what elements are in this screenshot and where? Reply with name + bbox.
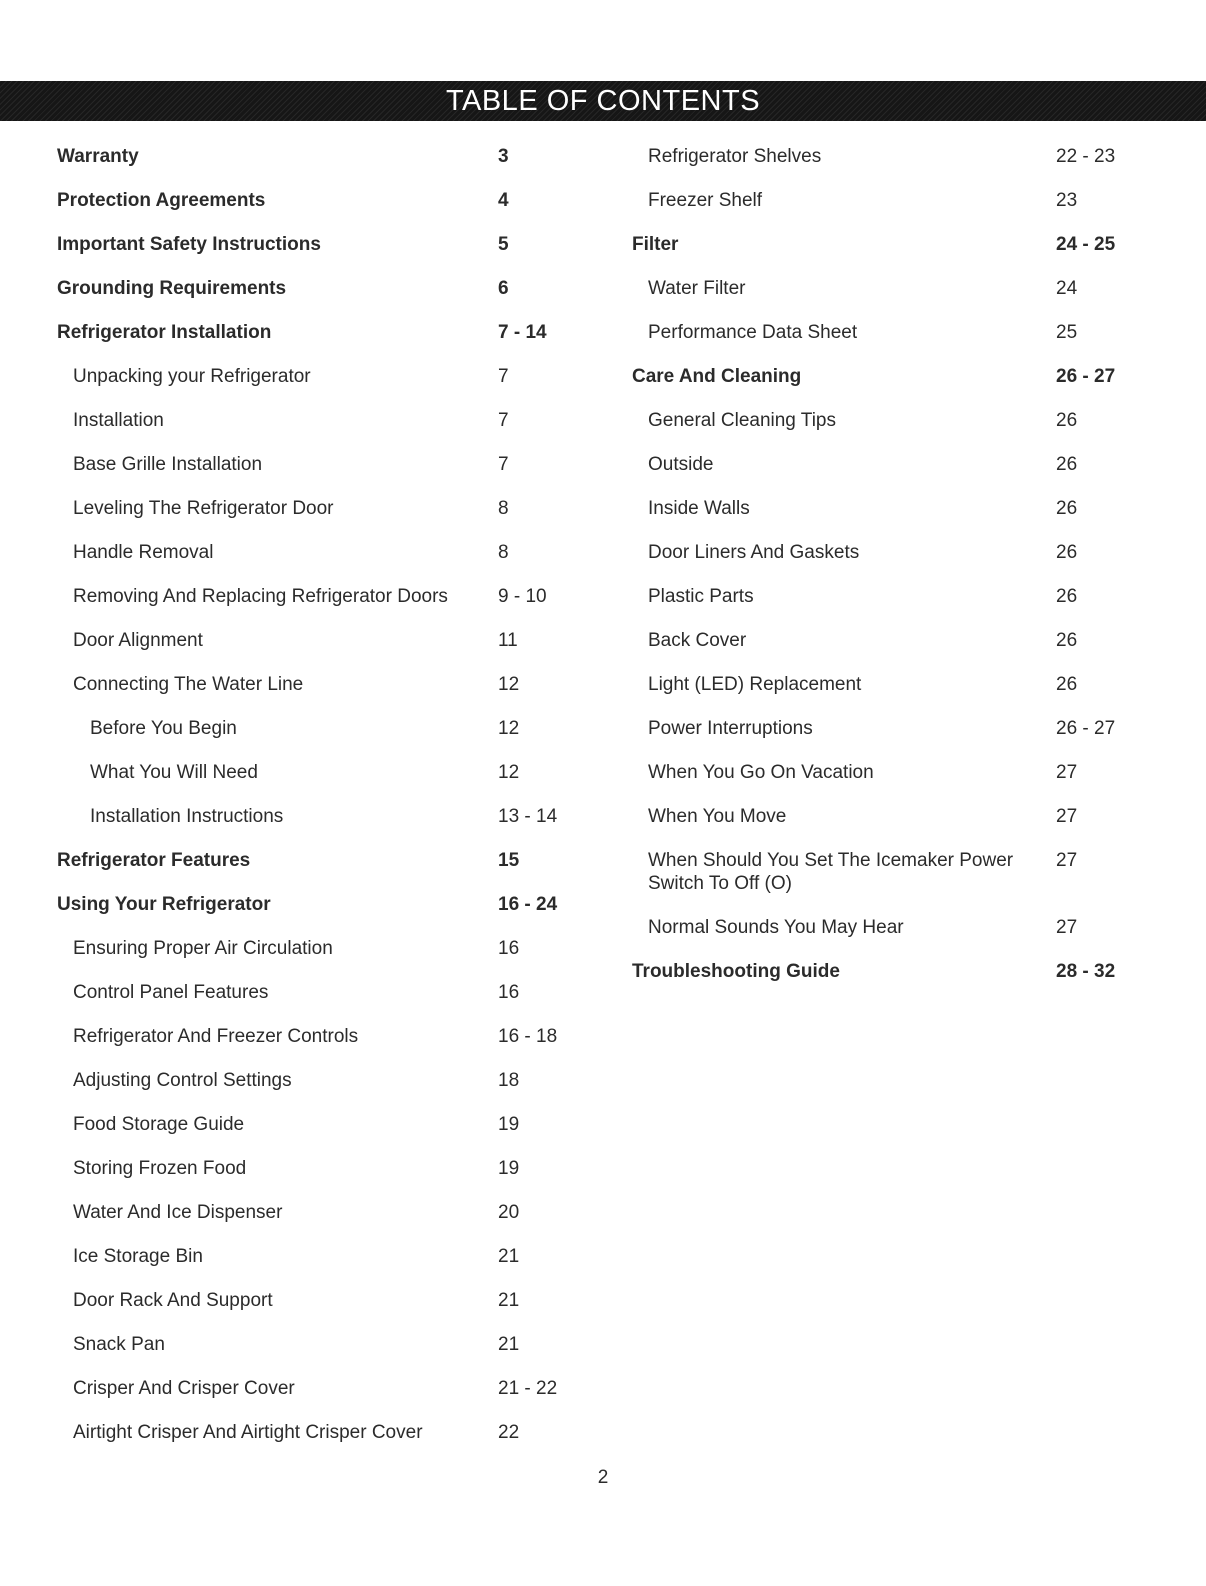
toc-entry-page: 22 <box>498 1422 520 1443</box>
toc-entry-label: Outside <box>648 454 714 475</box>
toc-entry[interactable] <box>57 453 577 497</box>
toc-entry-label: Power Interruptions <box>648 718 813 739</box>
toc-entry-label: Back Cover <box>648 630 747 651</box>
toc-entry-page: 26 - 27 <box>1056 718 1116 739</box>
toc-entry-label: Door Alignment <box>73 630 203 651</box>
toc-entry-page: 24 <box>1056 278 1078 299</box>
toc-entry-label: What You Will Need <box>90 762 258 783</box>
toc-entry[interactable] <box>57 541 577 585</box>
toc-entry-page: 15 <box>498 850 520 871</box>
toc-entry-label: Light (LED) Replacement <box>648 674 862 695</box>
toc-entry[interactable] <box>57 717 577 761</box>
toc-entry[interactable] <box>57 497 577 541</box>
toc-entry-page: 3 <box>498 146 509 167</box>
toc-entry-page: 25 <box>1056 322 1078 343</box>
toc-entry-label: Leveling The Refrigerator Door <box>73 498 334 519</box>
toc-entry[interactable] <box>632 189 1152 233</box>
toc-entry-page: 19 <box>498 1158 520 1179</box>
toc-entry-page: 27 <box>1056 917 1078 938</box>
toc-entry-page: 16 - 18 <box>498 1026 558 1047</box>
toc-entry-label: Installation Instructions <box>90 806 284 827</box>
toc-entry-label: Control Panel Features <box>73 982 269 1003</box>
toc-entry[interactable] <box>57 189 577 233</box>
toc-entry-page: 23 <box>1056 190 1078 211</box>
toc-entry[interactable] <box>57 145 577 189</box>
toc-entry[interactable] <box>57 937 577 981</box>
toc-entry-page: 11 <box>498 630 518 651</box>
toc-column-right <box>632 145 1152 1004</box>
toc-entry[interactable] <box>632 321 1152 365</box>
toc-entry-page: 7 <box>498 410 509 431</box>
toc-entry-label: Filter <box>632 234 679 255</box>
toc-entry[interactable] <box>57 1333 577 1377</box>
toc-entry-page: 7 <box>498 454 509 475</box>
toc-entry-page: 21 <box>498 1334 520 1355</box>
toc-entry[interactable] <box>632 277 1152 321</box>
toc-entry[interactable] <box>57 1113 577 1157</box>
toc-entry[interactable] <box>57 1069 577 1113</box>
toc-entry-page: 12 <box>498 762 520 783</box>
toc-entry[interactable] <box>57 1245 577 1289</box>
toc-entry-page: 16 <box>498 938 520 959</box>
toc-entry-page: 26 <box>1056 630 1078 651</box>
toc-entry-label: Refrigerator And Freezer Controls <box>73 1026 359 1047</box>
toc-entry-page: 20 <box>498 1202 520 1223</box>
toc-entry[interactable] <box>57 1377 577 1421</box>
toc-entry-label: Handle Removal <box>73 542 214 563</box>
toc-entry[interactable] <box>57 673 577 717</box>
toc-entry-page: 22 - 23 <box>1056 146 1116 167</box>
toc-entry[interactable] <box>57 1421 577 1465</box>
toc-entry-label: When Should You Set The Icemaker Power Switch To Off (O) <box>648 850 1014 894</box>
toc-entry-page: 27 <box>1056 762 1078 783</box>
toc-entry-page: 21 <box>498 1290 520 1311</box>
toc-entry[interactable] <box>57 805 577 849</box>
toc-entry-page: 13 - 14 <box>498 806 558 827</box>
page-title: TABLE OF CONTENTS <box>445 84 761 117</box>
toc-entry[interactable] <box>632 541 1152 585</box>
toc-entry-label: Adjusting Control Settings <box>73 1070 292 1091</box>
toc-entry-page: 26 <box>1056 674 1078 695</box>
toc-entry-label: Crisper And Crisper Cover <box>73 1378 295 1399</box>
toc-entry[interactable] <box>57 233 577 277</box>
toc-entry-page: 26 <box>1056 542 1078 563</box>
toc-entry-page: 28 - 32 <box>1056 961 1116 982</box>
toc-entry-label: Performance Data Sheet <box>648 322 858 343</box>
toc-entry-page: 26 <box>1056 586 1078 607</box>
toc-entry-label: Grounding Requirements <box>57 278 287 299</box>
toc-entry-label: Water Filter <box>648 278 746 299</box>
toc-entry-label: Storing Frozen Food <box>73 1158 247 1179</box>
toc-entry[interactable] <box>57 1157 577 1201</box>
toc-entry-label: Refrigerator Features <box>57 850 251 871</box>
toc-entry-label: Snack Pan <box>73 1334 165 1355</box>
toc-entry[interactable] <box>57 277 577 321</box>
toc-entry[interactable] <box>632 916 1152 960</box>
toc-entry-label: Base Grille Installation <box>73 454 263 475</box>
page-number: 2 <box>597 1467 609 1488</box>
toc-entry-page: 26 <box>1056 410 1078 431</box>
toc-entry[interactable] <box>632 585 1152 629</box>
toc-entry[interactable] <box>632 453 1152 497</box>
toc-entry-page: 19 <box>498 1114 520 1135</box>
toc-entry[interactable] <box>57 409 577 453</box>
toc-entry[interactable] <box>632 409 1152 453</box>
toc-entry-label: Airtight Crisper And Airtight Crisper Cover <box>73 1422 423 1443</box>
toc-entry[interactable] <box>632 761 1152 805</box>
toc-entry-page: 6 <box>498 278 509 299</box>
toc-entry[interactable] <box>632 960 1152 1004</box>
toc-entry-label: Protection Agreements <box>57 190 266 211</box>
toc-entry[interactable] <box>57 1289 577 1333</box>
toc-banner <box>0 81 1206 121</box>
toc-entry[interactable] <box>632 365 1152 409</box>
toc-entry[interactable] <box>632 233 1152 277</box>
toc-entry[interactable] <box>57 365 577 409</box>
toc-entry-page: 18 <box>498 1070 520 1091</box>
toc-entry-label: When You Go On Vacation <box>648 762 874 783</box>
toc-entry-page: 26 <box>1056 454 1078 475</box>
toc-entry-page: 27 <box>1056 850 1078 871</box>
toc-entry-label: Using Your Refrigerator <box>57 894 271 915</box>
toc-entry[interactable] <box>632 497 1152 541</box>
toc-entry-label: Troubleshooting Guide <box>632 961 840 982</box>
toc-entry-label: Normal Sounds You May Hear <box>648 917 904 938</box>
toc-entry[interactable] <box>57 585 577 629</box>
toc-entry-page: 27 <box>1056 806 1078 827</box>
toc-entry-page: 7 <box>498 366 509 387</box>
toc-entry-label: Refrigerator Installation <box>57 322 272 343</box>
toc-entry-label: Installation <box>73 410 164 431</box>
toc-entry[interactable] <box>57 893 577 937</box>
toc-entry[interactable] <box>57 849 577 893</box>
toc-entry-label: Ice Storage Bin <box>73 1246 203 1267</box>
toc-entry-label: Connecting The Water Line <box>73 674 304 695</box>
toc-entry-page: 21 <box>498 1246 520 1267</box>
toc-entry[interactable] <box>57 321 577 365</box>
toc-entry-label: Water And Ice Dispenser <box>73 1202 283 1223</box>
toc-entry[interactable] <box>632 629 1152 673</box>
toc-entry[interactable] <box>57 981 577 1025</box>
toc-column-left <box>57 145 577 1465</box>
toc-entry-page: 21 - 22 <box>498 1378 558 1399</box>
toc-entry[interactable] <box>632 673 1152 717</box>
toc-entry-page: 24 - 25 <box>1056 234 1116 255</box>
toc-entry-label: Refrigerator Shelves <box>648 146 822 167</box>
toc-entry-label: Door Liners And Gaskets <box>648 542 860 563</box>
toc-entry-label: Unpacking your Refrigerator <box>73 366 311 387</box>
toc-entry[interactable] <box>57 761 577 805</box>
toc-entry-page: 16 - 24 <box>498 894 558 915</box>
toc-entry-page: 16 <box>498 982 520 1003</box>
toc-entry-label: Care And Cleaning <box>632 366 802 387</box>
toc-entry-label: Freezer Shelf <box>648 190 763 211</box>
toc-entry-page: 26 <box>1056 498 1078 519</box>
toc-entry-page: 8 <box>498 542 509 563</box>
toc-entry-page: 4 <box>498 190 509 211</box>
toc-entry-label: Warranty <box>57 146 139 167</box>
toc-entry-label: Removing And Replacing Refrigerator Doors <box>73 586 448 607</box>
toc-entry-label: Food Storage Guide <box>73 1114 245 1135</box>
toc-entry-page: 7 - 14 <box>498 322 547 343</box>
toc-entry[interactable] <box>57 1201 577 1245</box>
toc-entry-label: General Cleaning Tips <box>648 410 836 431</box>
toc-entry[interactable] <box>632 145 1152 189</box>
toc-entry[interactable] <box>632 717 1152 761</box>
toc-entry[interactable] <box>632 849 1152 916</box>
toc-entry[interactable] <box>632 805 1152 849</box>
toc-entry-page: 9 - 10 <box>498 586 547 607</box>
toc-entry-page: 12 <box>498 674 520 695</box>
toc-entry-page: 8 <box>498 498 509 519</box>
toc-entry-label: Plastic Parts <box>648 586 754 607</box>
toc-entry-page: 12 <box>498 718 520 739</box>
toc-entry-label: When You Move <box>648 806 787 827</box>
toc-entry-label: Important Safety Instructions <box>57 234 321 255</box>
toc-entry[interactable] <box>57 1025 577 1069</box>
toc-entry-label: Inside Walls <box>648 498 750 519</box>
toc-entry[interactable] <box>57 629 577 673</box>
toc-entry-label: Ensuring Proper Air Circulation <box>73 938 333 959</box>
toc-entry-label: Door Rack And Support <box>73 1290 273 1311</box>
toc-entry-page: 5 <box>498 234 509 255</box>
toc-entry-label: Before You Begin <box>90 718 237 739</box>
toc-entry-page: 26 - 27 <box>1056 366 1116 387</box>
